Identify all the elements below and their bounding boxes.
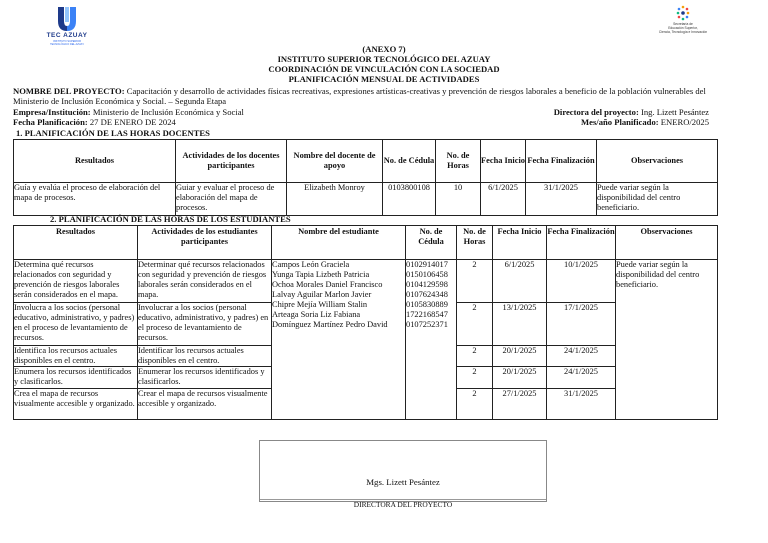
institute-name: INSTITUTO SUPERIOR TECNOLÓGICO DEL AZUAY — [277, 53, 491, 64]
signature-role: DIRECTORA DEL PROYECTO — [260, 499, 546, 509]
senescyt-emblem-icon — [675, 5, 691, 23]
table-cell: 17/1/2025 — [547, 303, 616, 346]
annex-label: (ANEXO 7) — [362, 44, 406, 54]
table-cell: 20/1/2025 — [493, 367, 547, 389]
column-header: Resultados — [14, 226, 138, 260]
column-header: Fecha Inicio — [481, 140, 526, 183]
table-cell: 24/1/2025 — [547, 367, 616, 389]
company-value: Ministerio de Inclusión Económica y Social — [90, 107, 244, 117]
table-cell: Puede variar según la disponibilidad del centro beneficiario. — [597, 183, 718, 216]
table-cell: 2 — [457, 346, 493, 367]
column-header: No. de Horas — [436, 140, 481, 183]
table-cell: Identifica los recursos actuales disponibles en el centro. — [14, 346, 138, 367]
table-cell: 13/1/2025 — [493, 303, 547, 346]
table-cell: Crea el mapa de recursos visualmente accesible y organizado. — [14, 389, 138, 420]
section1-title: 1. PLANIFICACIÓN DE LAS HORAS DOCENTES — [16, 128, 210, 138]
table-cell: Involucra a los socios (personal educativo, administrativo, y padres) en el proceso de levantamiento de recursos. — [14, 303, 138, 346]
project-name-line — [13, 87, 713, 107]
table-cell: Determinar qué recursos relacionados con seguridad y prevención de riesgos laborales serán considerados en el mapa. — [138, 260, 272, 303]
senescyt-logo — [650, 5, 716, 41]
table-header-row — [14, 140, 718, 183]
table-cell: 6/1/2025 — [481, 183, 526, 216]
date-line — [13, 118, 718, 128]
month-field — [581, 118, 709, 128]
column-header: Nombre del docente de apoyo — [287, 140, 383, 183]
column-header: Fecha Finalización — [547, 226, 616, 260]
tec-azuay-logo — [44, 6, 90, 47]
table-cell: 10/1/2025 — [547, 260, 616, 303]
table-cell: Crear el mapa de recursos visualmente accesible y organizado. — [138, 389, 272, 420]
student-hours-table — [13, 225, 718, 420]
month-label: Mes/año Planificado: — [581, 117, 659, 127]
table-cell: 31/1/2025 — [526, 183, 597, 216]
column-header: Observaciones — [616, 226, 718, 260]
column-header: No. de Cédula — [383, 140, 436, 183]
table-cell: Guiar y evaluar el proceso de elaboración del mapa de procesos. — [176, 183, 287, 216]
table-cell: 27/1/2025 — [493, 389, 547, 420]
project-name-label: NOMBRE DEL PROYECTO: — [13, 86, 125, 96]
table-cell: 20/1/2025 — [493, 346, 547, 367]
date-label: Fecha Planificación: — [13, 117, 88, 127]
director-label: Directora del proyecto: — [553, 107, 639, 117]
table-cell: Enumera los recursos identificados y clasificarlos. — [14, 367, 138, 389]
table-cell: 6/1/2025 — [493, 260, 547, 303]
observations-cell: Puede variar según la disponibilidad del centro beneficiario. — [616, 260, 718, 420]
table-cell: 24/1/2025 — [547, 346, 616, 367]
director-value: Ing. Lizett Pesántez — [638, 107, 709, 117]
logo-left-subtext: INSTITUTO SUPERIOR TECNOLÓGICO DEL AZUAY — [50, 39, 84, 47]
column-header: Fecha Finalización — [526, 140, 597, 183]
table-cell: Identificar los recursos actuales disponibles en el centro. — [138, 346, 272, 367]
table-cell: 2 — [457, 260, 493, 303]
table-cell: Elizabeth Monroy — [287, 183, 383, 216]
table-cell: 31/1/2025 — [547, 389, 616, 420]
date-value: 27 DE ENERO DE 2024 — [87, 117, 176, 127]
column-header: Fecha Inicio — [493, 226, 547, 260]
table-row — [14, 183, 718, 216]
column-header: Observaciones — [597, 140, 718, 183]
plan-title: PLANIFICACIÓN MENSUAL DE ACTIVIDADES — [288, 73, 480, 84]
table-cell: Determina qué recursos relacionados con seguridad y prevención de riesgos laborales serán considerados en el mapa. — [14, 260, 138, 303]
table-cell: 2 — [457, 303, 493, 346]
logo-right-text-3: Ciencia, Tecnología e Innovación — [658, 29, 708, 34]
column-header: Nombre del estudiante — [272, 226, 406, 260]
section2-title: 2. PLANIFICACIÓN DE LAS HORAS DE LOS ESTUDIANTES — [50, 214, 291, 224]
column-header: No. de Horas — [457, 226, 493, 260]
table-header-row — [14, 226, 718, 260]
column-header: Actividades de los estudiantes participantes — [138, 226, 272, 260]
logo-right-text-1: Secretaría de — [673, 22, 693, 26]
table-cell: 0103800108 — [383, 183, 436, 216]
tec-azuay-mark-icon — [55, 6, 79, 32]
column-header: No. de Cédula — [406, 226, 457, 260]
document-header — [0, 45, 768, 85]
month-value: ENERO/2025 — [658, 117, 709, 127]
signature-box — [259, 440, 547, 509]
table-cell: 2 — [457, 367, 493, 389]
company-label: Empresa/Institución: — [13, 107, 91, 117]
table-cell: Involucrar a los socios (personal educativo, administrativo, y padres) en el proceso de levantamiento de recursos. — [138, 303, 272, 346]
coordination-name: COORDINACIÓN DE VINCULACIÓN CON LA SOCIEDAD — [268, 63, 500, 74]
column-header: Actividades de los docentes participantes — [176, 140, 287, 183]
table-cell: 10 — [436, 183, 481, 216]
table-row — [14, 260, 718, 303]
student-names-cell: Campos León Graciela Yunga Tapia Lizbeth Patricia Ochoa Morales Daniel Francisco Lalvay Aguilar Marlon Javier Chipre Mejía William Stalin Arteaga Soria Liz Fabiana Domínguez Martínez Pedro David — [272, 260, 406, 420]
student-ids-cell: 0102914017 0150106458 0104129598 0107624348 0105830889 1722168547 0107252371 — [406, 260, 457, 420]
signature-name: Mgs. Lizett Pesántez — [366, 477, 440, 487]
logo-right-text-2: Educación Superior, — [668, 25, 698, 30]
table-cell: Guía y evalúa el proceso de elaboración del mapa de procesos. — [14, 183, 176, 216]
table-cell: Enumerar los recursos identificados y clasificarlos. — [138, 367, 272, 389]
project-name-value: Capacitación y desarrollo de actividades físicas recreativas, expresiones artísticas-creativas y prevención de riesgos laborales a beneficio de la población vulnerables del Ministerio de Inclusión Económica y Social. – Segunda Etapa — [13, 86, 706, 106]
teacher-hours-table — [13, 139, 718, 216]
column-header: Resultados — [14, 140, 176, 183]
logo-left-text: TEC AZUAY — [46, 32, 88, 39]
table-cell: 2 — [457, 389, 493, 420]
